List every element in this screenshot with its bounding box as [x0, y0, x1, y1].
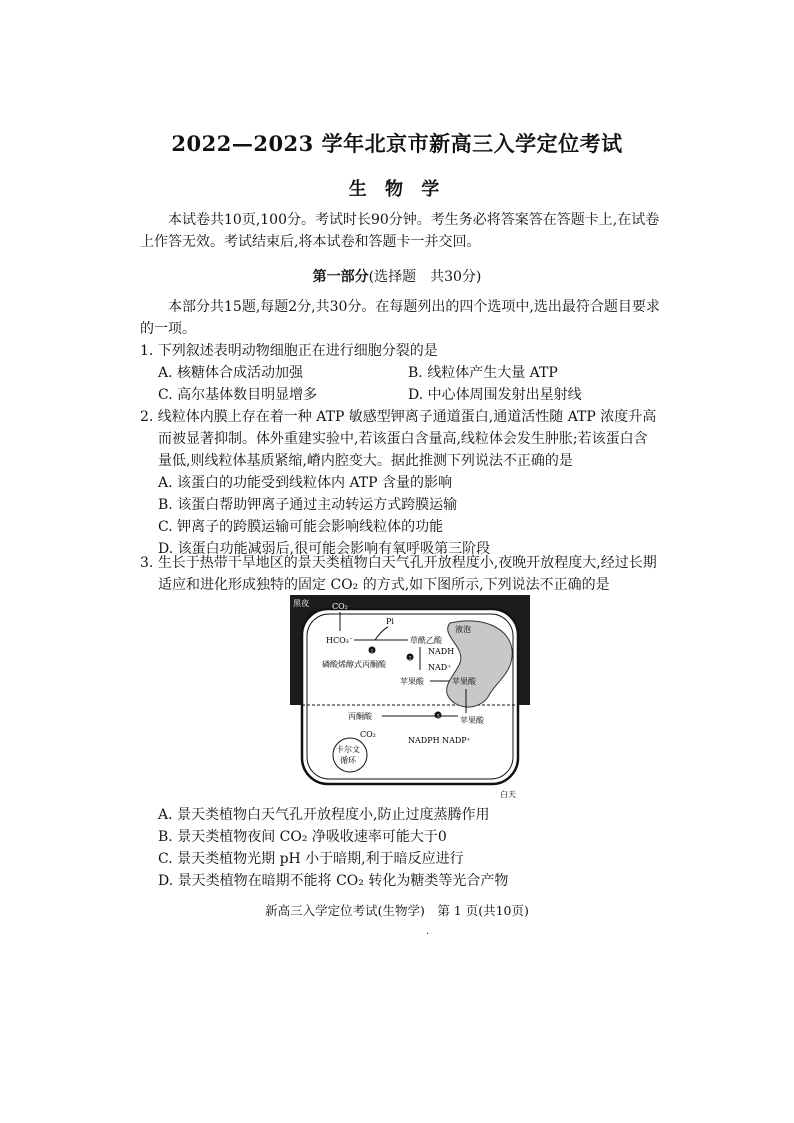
exam-instructions: 本试卷共10页,100分。考试时长90分钟。考生务必将答案答在答题卡上,在试卷上作答无效。考试结束后,将本试卷和答题卡一并交回。	[140, 212, 660, 250]
question-3-options	[140, 804, 660, 892]
part-heading	[0, 266, 794, 286]
option-row	[140, 362, 660, 384]
day-label: 白天	[500, 790, 516, 799]
option-a: A. 该蛋白的功能受到线粒体内 ATP 含量的影响	[158, 475, 453, 491]
question-2	[140, 406, 660, 560]
option-c: C. 高尔基体数目明显增多	[158, 387, 318, 403]
calvin-cycle-label-2: 循环	[340, 756, 356, 765]
question-1	[140, 340, 660, 406]
malate-day-label: 苹果酸	[460, 716, 484, 725]
nadh-label: NADH	[428, 647, 455, 656]
co2-day-label: CO₂	[360, 730, 376, 739]
option-a: A. 核糖体合成活动加强	[158, 365, 304, 381]
step-3-number: 3	[436, 713, 440, 720]
night-label: 黑夜	[293, 599, 309, 608]
pyruvate-label: 丙酮酸	[348, 712, 372, 721]
part-note: (选择题 共30分)	[368, 269, 482, 285]
hco3-label: HCO₃⁻	[326, 636, 354, 645]
malate-vacuole-label: 苹果酸	[452, 677, 476, 686]
option-b: B. 线粒体产生大量 ATP	[408, 365, 558, 381]
page-footer: 新高三入学定位考试(生物学) 第 1 页(共10页)	[265, 903, 529, 918]
part-description: 本部分共15题,每题2分,共30分。在每题列出的四个选项中,选出最符合题目要求的一项。	[140, 299, 660, 337]
option-a: A. 景天类植物白天气孔开放程度小,防止过度蒸腾作用	[158, 807, 490, 823]
co2-intake-label: CO₂	[332, 602, 348, 611]
bottom-mark: .	[426, 926, 430, 937]
step-1-number: 1	[370, 648, 374, 655]
option-d: D. 景天类植物在暗期不能将 CO₂ 转化为糖类等光合产物	[158, 873, 509, 889]
option-d: D. 中心体周围发射出星射线	[408, 387, 582, 403]
step-2-number: 2	[408, 655, 412, 662]
vacuole-label: 液泡	[455, 625, 471, 634]
option-b: B. 景天类植物夜间 CO₂ 净吸收速率可能大于0	[158, 829, 447, 845]
option-b: B. 该蛋白帮助钾离子通过主动转运方式跨膜运输	[158, 497, 458, 513]
nadph-label: NADPH NADP⁺	[408, 736, 471, 745]
option-c: C. 钾离子的跨膜运输可能会影响线粒体的功能	[158, 519, 444, 535]
exam-title: 2022—2023 学年北京市新高三入学定位考试	[171, 131, 623, 156]
subject-title: 生 物 学	[348, 179, 446, 200]
part-label: 第一部分	[312, 269, 369, 285]
calvin-cycle-label-1: 卡尔文	[336, 745, 360, 754]
option-row	[140, 384, 660, 406]
option-c: C. 景天类植物光期 pH 小于暗期,利于暗反应进行	[158, 851, 464, 867]
cam-pathway-diagram	[290, 595, 530, 800]
malate-cytosol-label: 苹果酸	[400, 677, 424, 686]
pep-label: 磷酸烯醇式丙酮酸	[322, 660, 386, 669]
question-stem: 2. 线粒体内膜上存在着一种 ATP 敏感型钾离子通道蛋白,通道活性随 ATP 浓度升高而被显著抑制。体外重建实验中,若该蛋白含量高,线粒体会发生肿胀;若该蛋白含量低,则线粒体基质紧缩,嵴内腔变大。据此推测下列说法不正确的是	[140, 409, 657, 469]
question-3	[140, 552, 660, 596]
pi-label: Pi	[386, 617, 394, 626]
option-d: D. 该蛋白功能减弱后,很可能会影响有氧呼吸第三阶段	[158, 541, 491, 557]
oxaloacetate-label: 草酰乙酸	[410, 636, 442, 645]
nad-label: NAD⁺	[428, 663, 452, 672]
question-stem: 3. 生长于热带干旱地区的景天类植物白天气孔开放程度小,夜晚开放程度大,经过长期适应和进化形成独特的固定 CO₂ 的方式,如下图所示,下列说法不正确的是	[140, 555, 657, 593]
question-stem: 1. 下列叙述表明动物细胞正在进行细胞分裂的是	[140, 343, 438, 359]
